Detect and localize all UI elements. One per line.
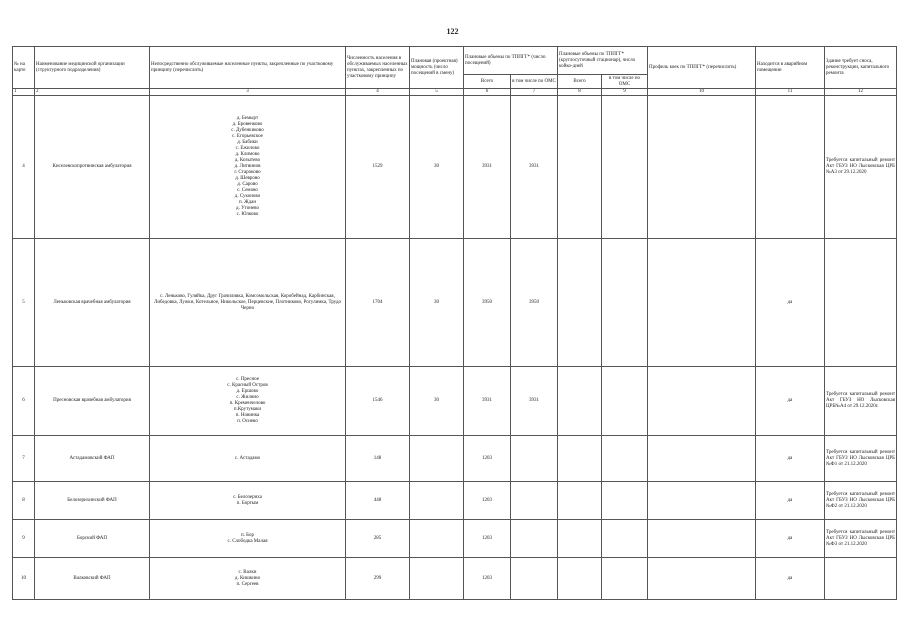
population-value: 448 [346, 482, 410, 520]
beds-oms-value [602, 558, 648, 600]
beds-total-value [558, 520, 602, 558]
column-index-cell: 8 [558, 89, 602, 96]
settlement-item: д. Литвинов [234, 164, 261, 169]
beds-total-value [558, 482, 602, 520]
visits-total-value: 1203 [464, 558, 511, 600]
header-total: Всего [464, 75, 511, 89]
column-index-cell: 3 [150, 89, 346, 96]
repair-note: Требуется капитальный ремонт Акт ГБУЗ НО Лысковская ЦРБ №Ф3 от 21.12.2020 [825, 520, 897, 558]
facility-name: Астадамовский ФАП [35, 436, 150, 482]
facility-name: Борский ФАП [35, 520, 150, 558]
facility-name: Пресновская врачебная амбулатория [35, 367, 150, 436]
column-index-cell: 10 [648, 89, 756, 96]
settlement-item: с. Слободка Малая [227, 538, 268, 544]
settlement-item: д. Ершово [236, 389, 259, 394]
capacity-value [410, 520, 464, 558]
visits-total-value: 3931 [464, 367, 511, 436]
table-row [13, 96, 897, 239]
settlement-item: п. Сергеев [236, 581, 259, 587]
row-number: 10 [13, 558, 35, 600]
population-value: 285 [346, 520, 410, 558]
settlement-item: д. Бемырт [236, 116, 259, 121]
capacity-value [410, 436, 464, 482]
visits-total-value: 3931 [464, 96, 511, 239]
capacity-value [410, 482, 464, 520]
row-number: 8 [13, 482, 35, 520]
population-value: 1546 [346, 367, 410, 436]
table-row [13, 436, 897, 482]
header-incl-oms: в том числе по ОМС [511, 75, 558, 89]
settlement-item: п. Бор [240, 532, 255, 538]
settlement-item: д. Бабики [237, 140, 258, 145]
bed-profile-value [648, 482, 756, 520]
row-number: 9 [13, 520, 35, 558]
header-num: № на карте [13, 47, 35, 89]
emergency-value [756, 96, 825, 239]
header-settlements: Непосредственно обслуживаемые населенные пункты, закрепленные по участковому принципу (перечислить) [150, 47, 346, 89]
facility-name: Белозерихинский ФАП [35, 482, 150, 520]
emergency-value: да [756, 482, 825, 520]
settlements-cell [150, 520, 346, 558]
emergency-value: да [756, 520, 825, 558]
table-row [13, 367, 897, 436]
visits-total-value: 1203 [464, 482, 511, 520]
row-number: 5 [13, 239, 35, 367]
header-needs: Здание требует сноса, реконструкции, капитального ремонта [825, 47, 897, 89]
repair-note [825, 239, 897, 367]
beds-total-value [558, 367, 602, 436]
repair-note: Требуется капитальный ремонт Акт ГБУЗ НО Лысковская ЦРБ№А4 от 29.12.2020г. [825, 367, 897, 436]
page-number: 122 [446, 27, 459, 36]
header-incl-oms-beds: в том числе по ОМС [602, 75, 648, 89]
settlements-cell [150, 482, 346, 520]
settlement-item: д. Сарово [237, 182, 258, 187]
bed-profile-value [648, 558, 756, 600]
repair-note: Требуется капитальный ремонт Акт ГБУЗ НО Лысковская ЦРБ №Ф2 от 21.12.2020 [825, 482, 897, 520]
bed-profile-value [648, 96, 756, 239]
settlement-item: с. Валки [238, 569, 257, 575]
beds-oms-value [602, 482, 648, 520]
column-index-cell: 1 [13, 89, 35, 96]
table-row [13, 239, 897, 367]
beds-oms-value [602, 436, 648, 482]
settlement-item: д. Кишкино [234, 575, 261, 581]
bed-profile-value [648, 367, 756, 436]
header-emergency: Находится в аварийном помещении [756, 47, 825, 89]
population-value: 299 [346, 558, 410, 600]
emergency-value: да [756, 436, 825, 482]
population-value: 148 [346, 436, 410, 482]
settlement-item: с. Астадамо [234, 455, 261, 461]
settlement-item: с. Ежилово [235, 146, 260, 151]
settlement-item: с. Юлково [236, 212, 259, 217]
bed-profile-value [648, 436, 756, 482]
settlement-item: с. Красный Остров [227, 383, 268, 388]
header-tppgg-visits: Плановые объемы по ТППГГ* (число посещений) [464, 47, 558, 75]
header-capacity: Плановая (проектная) мощность (число посещений в смену) [410, 47, 464, 89]
settlement-item: с. Егорьевское [232, 134, 263, 139]
visits-total-value: 1203 [464, 436, 511, 482]
header-population: Численность населения в обслуживаемых населенных пунктах, закрепленных по участковому принципу [346, 47, 410, 89]
beds-oms-value [602, 239, 648, 367]
visits-oms-value [511, 482, 558, 520]
settlement-item: с. Белозериха [233, 494, 262, 500]
header-total-beds: Всего [558, 75, 602, 89]
settlements-cell [150, 558, 346, 600]
capacity-value: 30 [410, 239, 464, 367]
visits-oms-value: 3931 [511, 367, 558, 436]
visits-oms-value [511, 558, 558, 600]
visits-total-value: 1203 [464, 520, 511, 558]
capacity-value: 30 [410, 96, 464, 239]
facilities-table [12, 46, 897, 600]
table-row [13, 558, 897, 600]
row-number: 6 [13, 367, 35, 436]
row-number: 7 [13, 436, 35, 482]
settlement-item: с. Дубенкиково [231, 128, 264, 133]
population-value: 1704 [346, 239, 410, 367]
settlements-cell [150, 239, 346, 367]
settlement-item: с. Пресное [236, 377, 259, 382]
header-profile: Профиль коек по ТППГГ* (перечислить) [648, 47, 756, 89]
column-index-cell: 9 [602, 89, 648, 96]
beds-total-value [558, 436, 602, 482]
column-index-cell: 12 [825, 89, 897, 96]
settlement-item: д. Суконово [234, 194, 261, 199]
bed-profile-value [648, 520, 756, 558]
header-org: Наименование медицинской организации (структурного подразделения) [35, 47, 150, 89]
visits-oms-value [511, 520, 558, 558]
beds-total-value [558, 239, 602, 367]
emergency-value: да [756, 558, 825, 600]
column-index-cell: 7 [511, 89, 558, 96]
visits-oms-value: 3931 [511, 96, 558, 239]
settlement-item: п.Крутумаки [233, 407, 262, 412]
visits-total-value: 3950 [464, 239, 511, 367]
settlement-item: д. Утонево [236, 206, 259, 211]
settlements-cell [150, 436, 346, 482]
repair-note: Требуется капитальный ремонт Акт ГБУЗ НО Лысковская ЦРБ №Ф1 от 21.12.2020 [825, 436, 897, 482]
settlement-item: с. Семово [237, 188, 258, 193]
population-value: 1529 [346, 96, 410, 239]
settlement-item: д. Шеврово [235, 176, 260, 181]
column-index-cell: 4 [346, 89, 410, 96]
settlement-item: п. Осиево [237, 419, 258, 424]
bed-profile-value [648, 239, 756, 367]
visits-oms-value: 3950 [511, 239, 558, 367]
settlement-item: с. Леньково, Гуляйка, Друг Грачиливка, Комсомольская, Коробейнад, Карбинская, Либедовка, Лужки, Котельное, Никольское, Перцевские, Плотниково, Рогулимка, Трудо Черно [153, 293, 342, 311]
settlement-item: д. Козытево [234, 158, 261, 163]
settlement-item: д. Бровенково [232, 122, 263, 127]
settlement-item: п. Новинка [235, 413, 260, 418]
beds-oms-value [602, 520, 648, 558]
visits-oms-value [511, 436, 558, 482]
beds-total-value [558, 96, 602, 239]
header-tppgg-beds: Плановые объемы по ТППГГ* (круглосуточный стационар), число койко-дней [558, 47, 648, 75]
beds-total-value [558, 558, 602, 600]
facility-name: Валковский ФАП [35, 558, 150, 600]
facility-name: Леньковская врачебная амбулатория [35, 239, 150, 367]
emergency-value: да [756, 367, 825, 436]
beds-oms-value [602, 367, 648, 436]
settlement-item: г. Староково [234, 170, 261, 175]
capacity-value [410, 558, 464, 600]
emergency-value: да [756, 239, 825, 367]
repair-note: Требуется капитальный ремонт Акт ГБУЗ НО Лысковская ЦРБ №А3 от 29.12.2020 [825, 96, 897, 239]
column-index-cell: 2 [35, 89, 150, 96]
row-number: 4 [13, 96, 35, 239]
settlement-item: п. Кременчелово [229, 401, 266, 406]
settlement-item: п. Бортым [236, 500, 259, 506]
table-row [13, 482, 897, 520]
repair-note [825, 558, 897, 600]
settlement-item: п. Ждан [238, 200, 257, 205]
table-row [13, 520, 897, 558]
beds-oms-value [602, 96, 648, 239]
settlements-cell [150, 96, 346, 239]
column-index-cell: 5 [410, 89, 464, 96]
column-index-cell: 11 [756, 89, 825, 96]
settlement-item: с. Жилино [236, 395, 259, 400]
column-index-cell: 6 [464, 89, 511, 96]
capacity-value: 30 [410, 367, 464, 436]
facility-name: Киселевскопротвинская амбулатория [35, 96, 150, 239]
settlements-cell [150, 367, 346, 436]
settlement-item: д. Климово [235, 152, 260, 157]
